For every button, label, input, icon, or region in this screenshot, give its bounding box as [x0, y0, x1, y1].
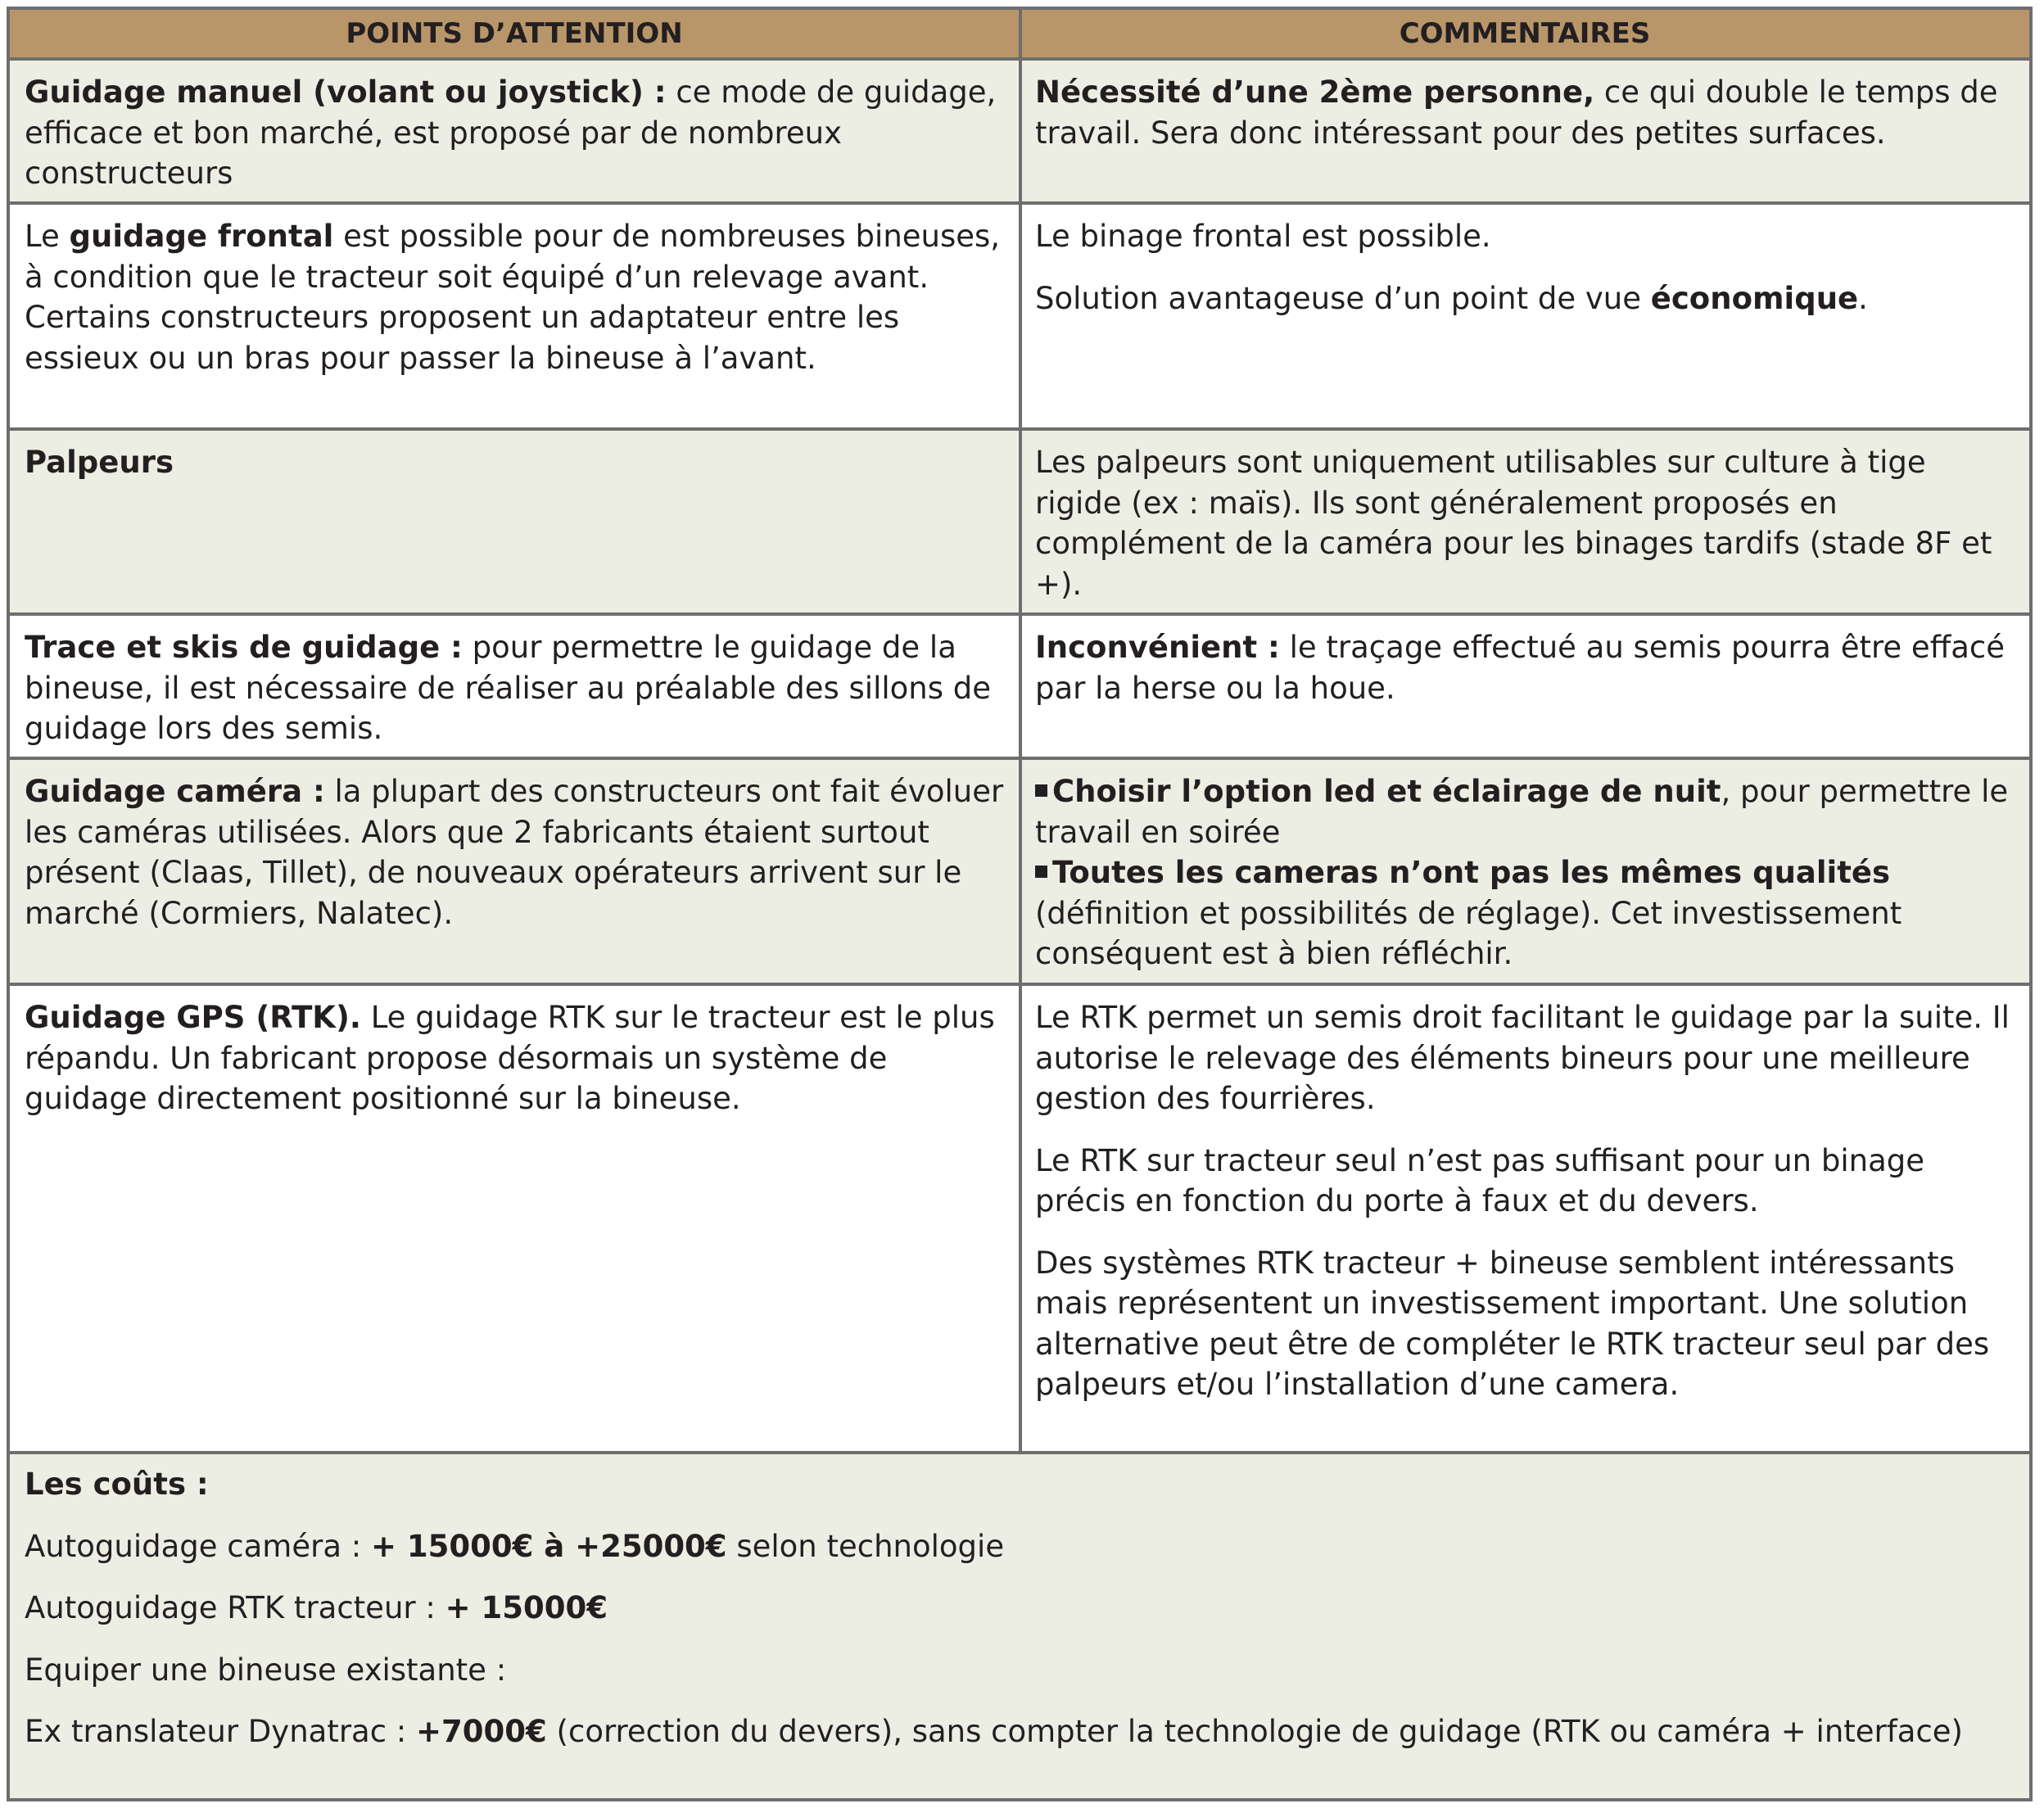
cell-comment: [1022, 431, 2029, 612]
cell-heading: Palpeurs: [25, 445, 174, 480]
comment-paragraph: Des systèmes RTK tracteur + bineuse semblent intéressants mais représentent un investissement important. Une solution alternative peut être de compléter le RTK tracteur seul par des palpeurs et/ou l’installation d’une camera.: [1035, 1245, 1990, 1402]
table-header: [10, 10, 2029, 61]
comment-paragraph: [1035, 278, 2015, 319]
header-commentaires: COMMENTAIRES: [1399, 17, 1651, 50]
cell-comment: [1022, 205, 2029, 427]
cell-comment: [1022, 760, 2029, 983]
comment-paragraph: Le binage frontal est possible.: [1035, 219, 1491, 254]
comment-paragraph: Le RTK sur tracteur seul n’est pas suffisant pour un binage précis en fonction du porte à faux et du devers.: [1035, 1142, 1925, 1218]
table-row-guidage-frontal: [10, 205, 2029, 431]
costs-title-text: Les coûts :: [25, 1467, 209, 1502]
cell-comment: [1022, 61, 2029, 201]
cell-text: Le guidage RTK sur le tracteur est le plus répandu. Un fabricant propose désormais un système de guidage directement positionné sur la bineuse.: [25, 1000, 995, 1116]
cost-label: Ex translateur Dynatrac :: [25, 1714, 417, 1749]
cost-note: selon technologie: [726, 1528, 1005, 1564]
cost-value: + 15000€: [445, 1590, 608, 1625]
cost-label: Autoguidage RTK tracteur :: [25, 1590, 445, 1625]
cell-comment: [1022, 986, 2029, 1451]
cell-heading: Nécessité d’une 2ème personne,: [1035, 75, 1595, 110]
table-row-palpeurs: [10, 431, 2029, 616]
cell-text: la plupart des constructeurs ont fait évoluer les caméras utilisées. Alors que 2 fabricants étaient surtout présent (Claas, Tillet), de nouveaux opérateurs arrivent sur le marché (Cormiers, Nalatec).: [25, 774, 1004, 931]
table-row-guidage-manuel: [10, 61, 2029, 205]
cost-line-equip: Equiper une bineuse existante :: [25, 1652, 507, 1688]
cell-heading: Guidage GPS (RTK).: [25, 1000, 361, 1035]
cell-point: [10, 986, 1022, 1451]
costs-section: [10, 1454, 1978, 1798]
bullet-item: [1035, 771, 2015, 852]
bullet-text: (définition et possibilités de réglage). Cet investissement conséquent est à bien réfléchir.: [1035, 895, 1902, 971]
cell-text: pour permettre le guidage de la bineuse, il est nécessaire de réaliser au préalable des sillons de guidage lors des semis.: [25, 630, 992, 746]
cell-heading: Guidage caméra :: [25, 774, 325, 809]
cell-text: le traçage effectué au semis pourra être effacé par la herse ou la houe.: [1035, 630, 2005, 706]
cost-value: +7000€: [416, 1714, 547, 1749]
header-points-attention: POINTS D’ATTENTION: [10, 10, 1022, 57]
cost-value: + 15000€ à +25000€: [371, 1528, 727, 1564]
bullet-item: [1035, 852, 2015, 974]
cell-point: [10, 760, 1022, 983]
square-bullet-icon: [1035, 784, 1047, 797]
cell-text: Solution avantageuse d’un point de vue: [1035, 280, 1651, 316]
cost-note: (correction du devers), sans compter la technologie de guidage (RTK ou caméra + interface): [546, 1714, 1963, 1749]
table-row-trace-skis: [10, 616, 2029, 760]
table-row-guidage-gps: [10, 986, 2029, 1454]
cell-heading: Guidage manuel (volant ou joystick) :: [25, 75, 667, 110]
costs-title: [25, 1464, 1963, 1505]
cell-point: [10, 616, 1022, 757]
cell-point: [10, 61, 1022, 201]
square-bullet-icon: [1035, 866, 1047, 878]
table-row-guidage-camera: [10, 760, 2029, 986]
guidance-table: [7, 7, 2033, 1801]
cell-point: [10, 205, 1022, 427]
comment-paragraph: Le RTK permet un semis droit facilitant le guidage par la suite. Il autorise le relevage des éléments bineurs pour une meilleure gestion des fourrières.: [1035, 1000, 2010, 1116]
cell-text: est possible pour de nombreuses bineuses, à condition que le tracteur soit équipé d’un relevage avant. Certains constructeurs proposent un adaptateur entre les essieux ou un bras pour passer la bineuse à l’avant.: [25, 219, 1001, 376]
cell-text: ce mode de guidage, efficace et bon marché, est proposé par de nombreux constructeurs: [25, 75, 997, 191]
cell-text: ce qui double le temps de travail. Sera donc intéressant pour des petites surfaces.: [1035, 75, 1998, 151]
cell-heading: guidage frontal: [69, 219, 334, 254]
cost-line-camera: [25, 1526, 1963, 1567]
cell-text: .: [1858, 280, 1868, 316]
bullet-heading: Toutes les cameras n’ont pas les mêmes qualités: [1052, 855, 1891, 890]
cell-text: Le: [25, 219, 70, 254]
table-row-costs: [10, 1454, 2029, 1798]
cell-heading: Inconvénient :: [1035, 630, 1280, 665]
cell-comment: [1022, 616, 2029, 757]
cell-text: Les palpeurs sont uniquement utilisables sur culture à tige rigide (ex : maïs). Ils sont généralement proposés en complément de la caméra pour les binages tardifs (stade 8F et +).: [1035, 445, 1992, 602]
cost-line-rtk: [25, 1588, 1963, 1629]
cell-emphasis: économique: [1650, 280, 1859, 316]
bullet-heading: Choisir l’option led et éclairage de nuit: [1052, 774, 1721, 809]
cost-label: Autoguidage caméra :: [25, 1528, 371, 1564]
cell-point: [10, 431, 1022, 612]
cell-heading: Trace et skis de guidage :: [25, 630, 463, 665]
cost-line-dynatrac: [25, 1711, 1963, 1752]
bullet-text: , pour permettre le travail en soirée: [1035, 774, 2009, 850]
